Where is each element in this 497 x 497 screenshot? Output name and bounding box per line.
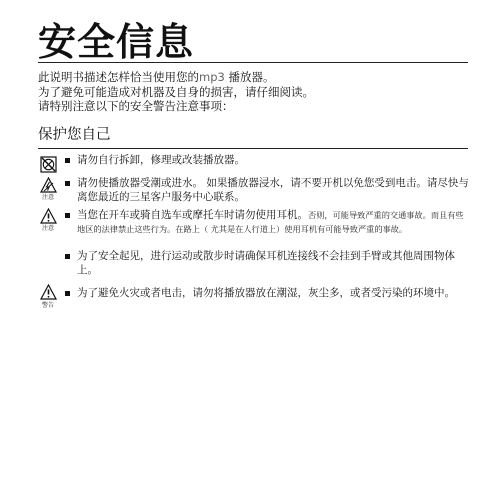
safety-item-1-text: 请勿自行拆卸，修理或改装播放器。 bbox=[77, 154, 245, 166]
warning-icon bbox=[40, 284, 57, 300]
no-disassemble-icon bbox=[40, 156, 57, 173]
bullet bbox=[65, 291, 70, 296]
safety-item-3-detail: 否则，可能导致严重的交通事故。而且有些地区的法律禁止这些行为。在路上（ 尤其是在人行道上）使用耳机有可能导致严重的事故。 bbox=[77, 210, 464, 234]
safety-item-4 bbox=[64, 250, 470, 277]
warning-label: 警告 bbox=[41, 302, 54, 309]
intro-model-name: mp3 bbox=[199, 70, 225, 84]
bullet bbox=[65, 158, 70, 163]
safety-item-5-text: 为了避免火灾或者电击，请勿将播放器放在潮湿，灰尘多，或者受污染的环境中。 bbox=[77, 287, 455, 299]
page-title: 安全信息 bbox=[38, 20, 195, 64]
bullet bbox=[65, 181, 70, 186]
section-title: 保护您自己 bbox=[38, 127, 111, 143]
intro-line-1-prefix: 此说明书描述怎样恰当使用您的 bbox=[38, 70, 199, 84]
safety-item-5 bbox=[64, 287, 470, 301]
electric-shock-caution-icon bbox=[40, 177, 57, 193]
intro-line-2: 为了避免可能造成对机器及自身的损害，请仔细阅读。 bbox=[38, 84, 314, 99]
intro-line-1-suffix: 播放器。 bbox=[224, 70, 275, 84]
safety-item-3-text: 当您在开车或骑自选车或摩托车时请勿使用耳机。 bbox=[77, 209, 308, 221]
title-divider bbox=[38, 62, 468, 63]
safety-item-2 bbox=[64, 177, 470, 204]
safety-item-2-text: 请勿使播放器受潮或进水。 如果播放器浸水，请不要开机以免您受到电击。请尽快与离您最近的三星客户服务中心联系。 bbox=[77, 177, 469, 203]
safety-item-3 bbox=[64, 209, 470, 236]
intro-block bbox=[38, 70, 478, 114]
caution-label-2: 注意 bbox=[41, 225, 54, 232]
caution-label-1: 注意 bbox=[41, 194, 54, 201]
safety-item-4-text: 为了安全起见，进行运动或散步时请确保耳机连接线不会挂到手臂或其他周围物体上。 bbox=[77, 250, 455, 276]
caution-icon bbox=[40, 208, 57, 224]
safety-item-1 bbox=[64, 154, 470, 168]
intro-line-3: 请特别注意以下的安全警告注意事项： bbox=[38, 99, 234, 113]
intro-line-1 bbox=[38, 70, 478, 85]
section-divider bbox=[38, 148, 468, 149]
bullet bbox=[65, 213, 70, 218]
bullet bbox=[65, 254, 70, 259]
